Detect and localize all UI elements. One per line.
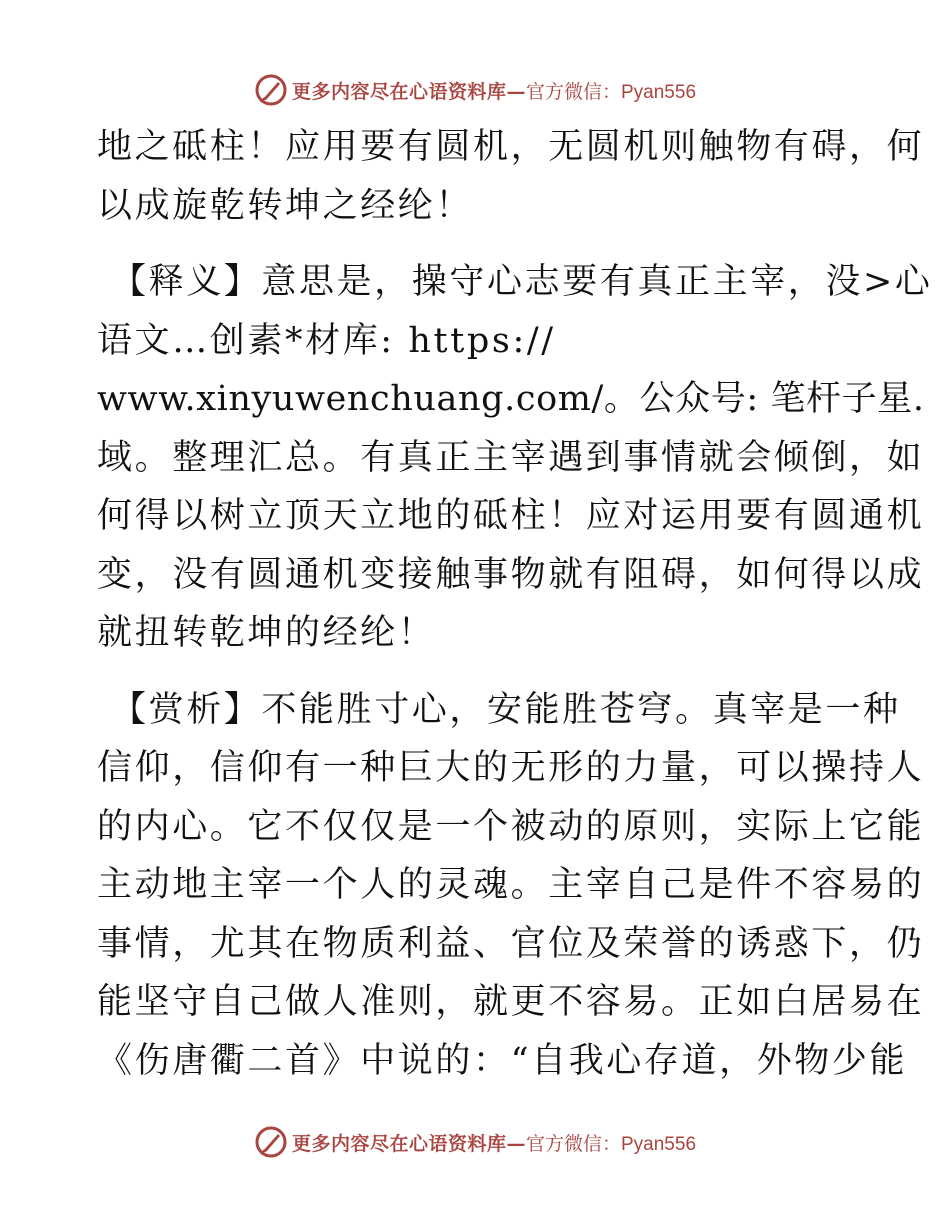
text-line: 地之砥柱！应用要有圆机，无圆机则触物有碍，何 <box>97 127 925 167</box>
watermark-wechat-text: 官方微信：Pyan556 <box>526 1133 697 1155</box>
document-body <box>97 118 933 1090</box>
text-line: 何得以树立顶天立地的砥柱！应对运用要有圆通机 <box>97 496 925 536</box>
text-line: 变，没有圆通机变接触事物就有阻碍，如何得以成 <box>97 554 925 595</box>
text-line: www.xinyuwenchuang.com/。公众号: 笔杆子星. <box>97 379 925 419</box>
watermark-site-text: 更多内容尽在心语资料库— <box>291 80 526 103</box>
text-line: 以成旋乾转坤之经纶！ <box>97 185 474 226</box>
header-watermark <box>0 70 950 110</box>
paragraph <box>97 253 933 663</box>
watermark-wechat-text: 官方微信：Pyan556 <box>526 81 697 103</box>
text-line: 《伤唐衢二首》中说的：“自我心存道，外物少能 <box>97 1040 908 1081</box>
paragraph <box>97 118 925 235</box>
paragraph <box>97 681 925 1091</box>
text-line: 语文…创素*材库: https:// <box>97 320 556 361</box>
feather-pen-icon <box>254 1125 288 1159</box>
text-line: 的内心。它不仅仅是一个被动的原则，实际上它能 <box>97 806 925 847</box>
text-line: 域。整理汇总。有真正主宰遇到事情就会倾倒，如 <box>97 437 925 478</box>
text-line: 信仰，信仰有一种巨大的无形的力量，可以操持人 <box>97 748 925 788</box>
text-line: 【赏析】不能胜寸心，安能胜苍穹。真宰是一种 <box>111 689 901 730</box>
text-line: 事情，尤其在物质利益、官位及荣誉的诱惑下，仍 <box>97 923 925 964</box>
watermark-site-text: 更多内容尽在心语资料库— <box>291 1132 526 1155</box>
text-line: 就扭转乾坤的经纶！ <box>97 613 436 653</box>
text-line: 能坚守自己做人准则，就更不容易。正如白居易在 <box>97 982 925 1022</box>
feather-pen-icon <box>254 73 288 107</box>
text-line: 主动地主宰一个人的灵魂。主宰自己是件不容易的 <box>97 865 925 905</box>
text-line: 【释义】意思是，操守心志要有真正主宰，没>心 <box>111 262 933 302</box>
footer-watermark <box>0 1122 950 1162</box>
